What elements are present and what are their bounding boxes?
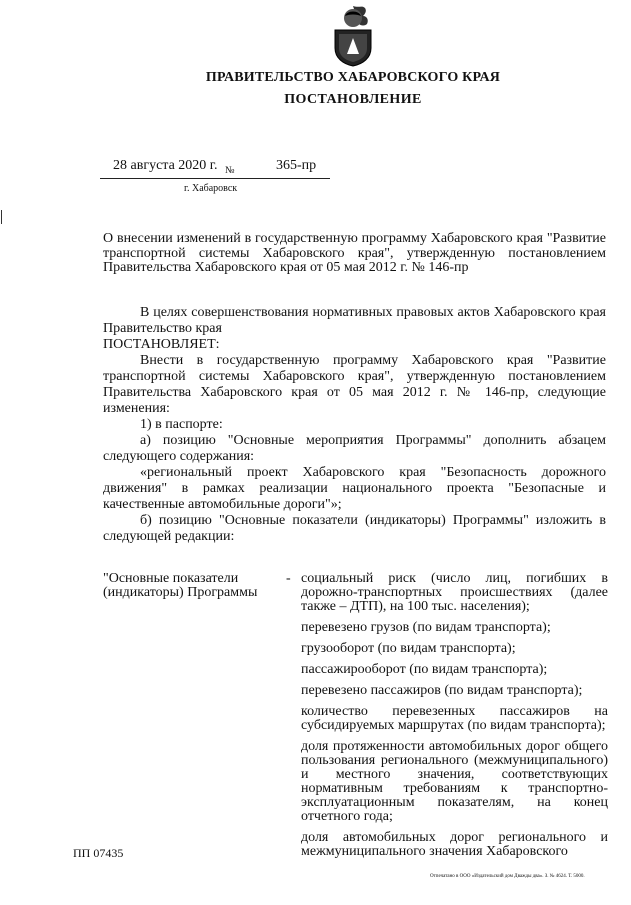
- document-city: г. Хабаровск: [184, 183, 238, 194]
- document-body: [103, 305, 606, 545]
- body-paragraph: а) позицию "Основные мероприятия Программы" дополнить абзацем следующего содержания:: [103, 433, 606, 464]
- list-item: социальный риск (число лиц, погибших в дорожно-транспортных происшествиях (далее также – ДТП), на 100 тыс. населения);: [301, 571, 608, 614]
- document-subject: О внесении изменений в государственную программу Хабаровского края "Развитие транспортной системы Хабаровского края", утвержденную постановлением Правительства Хабаровского края от 05 мая 2012 г. № 146-пр: [103, 231, 606, 275]
- body-paragraph: 1) в паспорте:: [140, 417, 223, 432]
- government-title: ПРАВИТЕЛЬСТВО ХАБАРОВСКОГО КРАЯ: [205, 70, 501, 85]
- list-item: пассажирооборот (по видам транспорта);: [301, 662, 548, 677]
- list-item: грузооборот (по видам транспорта);: [301, 641, 516, 656]
- list-item: количество перевезенных пассажиров на субсидируемых маршрутах (по видам транспорта);: [301, 704, 608, 733]
- document-code: ПП 07435: [73, 846, 124, 860]
- table-items: [301, 572, 608, 866]
- document-number: 365-пр: [276, 158, 317, 173]
- list-item: доля протяженности автомобильных дорог общего пользования регионального (межмуниципального) и местного значения, соответствующих нормативным требованиям к транспортно-эксплуатационным показателям, на конец отчетного года;: [301, 739, 608, 824]
- list-item: доля автомобильных дорог регионального и межмуниципального значения Хабаровского: [301, 830, 608, 859]
- margin-mark: [1, 210, 2, 224]
- table-dash: -: [286, 571, 291, 586]
- coat-of-arms-icon: [329, 4, 377, 68]
- printer-note: Отпечатано в ООО «Издательский дом Дважды два». З. № 4624. Т. 5000.: [430, 874, 585, 879]
- body-paragraph: В целях совершенствования нормативных правовых актов Хабаровского края Правительство края: [103, 305, 606, 336]
- table-label: "Основные показатели (индикаторы) Программы: [103, 571, 258, 600]
- body-paragraph: «региональный проект Хабаровского края "Безопасность дорожного движения" в рамках реализации национального проекта "Безопасные и качественные автомобильные дороги"»;: [103, 465, 606, 512]
- body-paragraph: ПОСТАНОВЛЯЕТ:: [103, 337, 220, 352]
- document-date: 28 августа 2020 г.: [113, 158, 218, 173]
- number-label: №: [225, 165, 235, 176]
- body-paragraph: б) позицию "Основные показатели (индикаторы) Программы" изложить в следующей редакции:: [103, 513, 606, 544]
- list-item: перевезено пассажиров (по видам транспорта);: [301, 683, 583, 698]
- date-underline: [100, 178, 330, 179]
- list-item: перевезено грузов (по видам транспорта);: [301, 620, 551, 635]
- document-type: ПОСТАНОВЛЕНИЕ: [284, 92, 422, 107]
- body-paragraph: Внести в государственную программу Хабаровского края "Развитие транспортной системы Хабаровского края", утвержденную постановлением Правительства Хабаровского края от 05 мая 2012 г. № 146-пр, следующие изменения:: [103, 353, 606, 416]
